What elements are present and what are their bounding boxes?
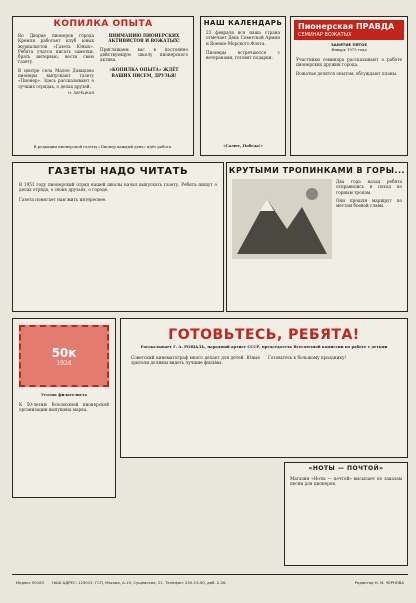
gazety-text-2: Газета помогает нам жить интереснее. [19, 196, 107, 202]
section-kopilka [12, 16, 194, 156]
masthead-text: Участники семинара рассказывают о работе пионерских дружин города. [296, 56, 402, 67]
gory-text: Два года назад ребята отправились в поход по горным тропам. [336, 179, 402, 195]
stamp-value: 50к [51, 345, 77, 360]
stamp-label: Уголок филателиста [41, 392, 87, 397]
stamp-text: К 50-летию Всесоюзной пионерской организации выпущена марка. [19, 401, 109, 413]
kopilka-para-1: Во Дворце пионеров города Кремля работает клуб юных журналистов «Газета Юных». Ребята учатся писать заметки, брать интервью, вести свою газету. [18, 33, 94, 65]
section-gory [226, 162, 408, 312]
kopilka-title: КОПИЛКА ОПЫТА [53, 19, 153, 29]
calendar-title: НАШ КАЛЕНДАРЬ [203, 19, 283, 27]
section-masthead [290, 16, 408, 156]
mountain-illustration [232, 179, 332, 259]
section-stamp [12, 318, 116, 498]
gory-title: КРУТЫМИ ТРОПИНКАМИ В ГОРЫ... [228, 166, 406, 175]
stamp-year: 1924 [56, 359, 72, 367]
footer-index: Индекс 50163 [16, 580, 44, 586]
gotovtes-byline: Рассказывает Г. А. РОШАЛЬ, народный артист СССР, председатель Всесоюзной комиссии по работе с детьми [140, 344, 388, 349]
kopilka-footer: В редакции пионерской газеты «Пионер каждый день» идёт работа. [33, 144, 173, 150]
kopilka-text: Приглашаем вас в постоянно действующую школу пионерского актива. [100, 46, 188, 63]
kopilka-intro: ВНИМАНИЮ ПИОНЕРСКИХ АКТИВИСТОВ И ВОЖАТЫХ! [108, 33, 180, 44]
masthead-text-2: Вожатые делятся опытом, обсуждают планы. [296, 71, 398, 77]
kopilka-signature: Н. ЗАРЕЦКАЯ [68, 89, 94, 95]
calendar-text-2: Пионеры встречаются с ветеранами, готовят подарки. [206, 49, 280, 61]
kopilka-para-2: В центре села Малое Давыдово пионеры выпускают газету «Пионер». Здесь рассказывают о лучших отрядах, о делах друзей. [18, 67, 94, 89]
masthead-name: Пионерская ПРАВДА [298, 22, 395, 31]
notes-text: Магазин «Ноты — почтой» высылает по заказам песни для пионеров. [290, 476, 402, 487]
masthead-date: Январь 1975 года [331, 46, 367, 52]
gotovtes-text: Советский кинематограф много делает для детей. Юные зрители должны видеть лучшие фильмы. [131, 354, 260, 366]
section-gazety [12, 162, 224, 312]
gotovtes-text-2: Готовьтесь к большому празднику! [268, 354, 347, 360]
gotovtes-headline: ГОТОВЬТЕСЬ, РЕБЯТА! [168, 327, 360, 343]
footer [12, 574, 408, 592]
masthead-lesson: ЗАНЯТИЕ ПЯТОЕ [331, 42, 367, 47]
masthead-banner [294, 20, 404, 40]
section-gotovtes [120, 318, 408, 458]
notes-title: «НОТЫ — ПОЧТОЙ» [308, 465, 384, 472]
gazety-text: В 1951 году пионерский отряд нашей школы начал выпускать газету. Ребята пишут о делах отряда, о своих друзьях, о городе. [19, 182, 217, 193]
stamp-image [19, 325, 109, 387]
kopilka-slogan: «КОПИЛКА ОПЫТА» ЖДЁТ ВАШИХ ПИСЕМ, ДРУЗЬЯ! [109, 67, 179, 78]
section-notes [284, 462, 408, 566]
footer-editor: Редактор Н. М. ЧЕРНОВА [354, 580, 404, 586]
gazety-title: ГАЗЕТЫ НАДО ЧИТАТЬ [47, 166, 189, 177]
section-calendar [200, 16, 286, 156]
calendar-quote: «Салют, Победа!» [223, 143, 263, 149]
calendar-text: 23 февраля вся наша страна отмечает День Советской Армии и Военно-Морского Флота. [206, 30, 280, 46]
gory-text-2: Они прошли маршрут по местам боевой славы. [336, 197, 402, 209]
footer-address: НАШ АДРЕС: 125015, ГСП, Москва, А-15, Сущевская, 21. Телефон: 250-15-00, доб. 2-26. [51, 580, 227, 586]
masthead-subtitle: СЕМИНАР ВОЖАТЫХ [298, 32, 352, 38]
